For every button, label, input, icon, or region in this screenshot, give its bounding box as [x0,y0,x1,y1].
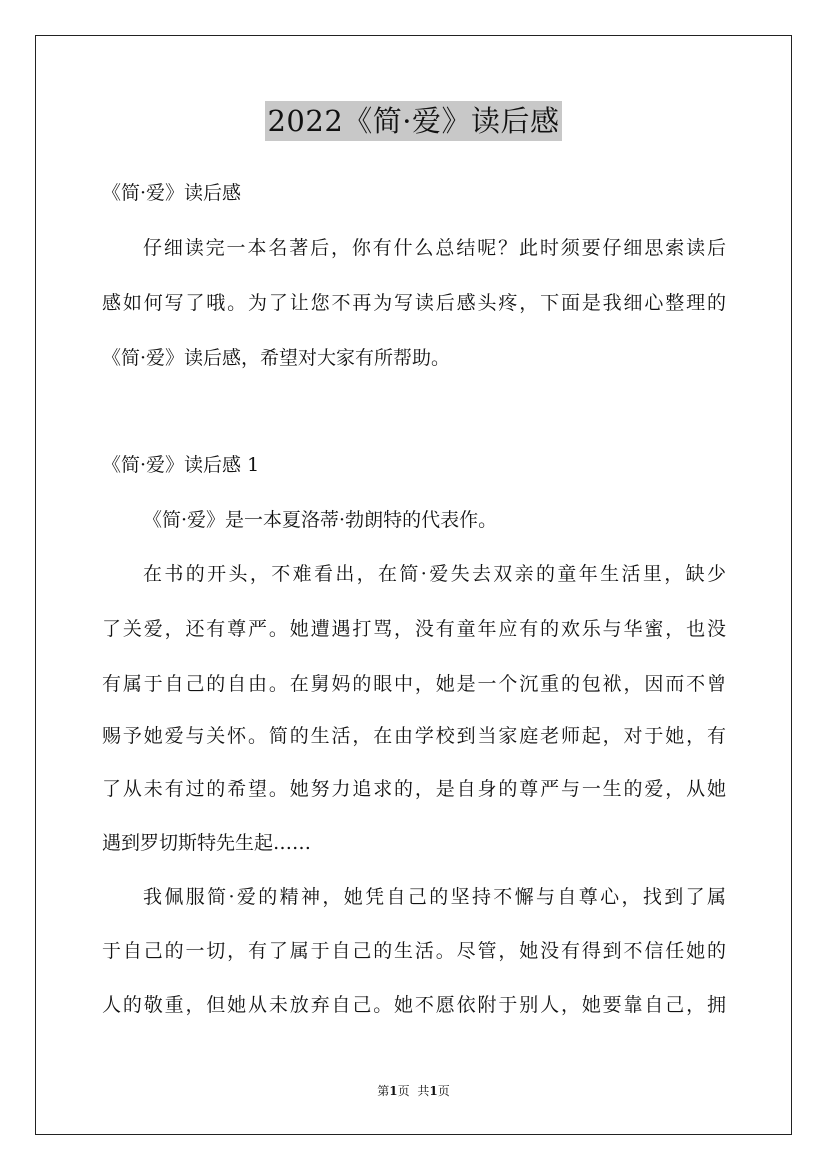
paragraph-line: 了从未有过的希望。她努力追求的，是自身的尊严与一生的爱，从她 [102,778,726,800]
page-total: 1 [429,1084,438,1098]
paragraph-line: 赐予她爱与关怀。简的生活，在由学校到当家庭老师起，对于她，有 [102,725,726,747]
paragraph-line: 人的敬重，但她从未放弃自己。她不愿依附于别人，她要靠自己，拥 [102,994,726,1016]
paragraph-line: 我佩服简·爱的精神，她凭自己的坚持不懈与自尊心，找到了属 [143,886,726,908]
section-heading: 《简·爱》读后感 1 [102,454,260,476]
total-prefix: 共 [417,1084,430,1098]
document-title: 2022《简·爱》读后感 [265,101,561,141]
paragraph-line: 于自己的一切，有了属于自己的生活。尽管，她没有得到不信任她的 [102,940,726,962]
paragraph-line: 了关爱，还有尊严。她遭遇打骂，没有童年应有的欢乐与华蜜，也没 [102,618,726,640]
page-number: 1 [389,1084,398,1098]
subtitle: 《简·爱》读后感 [102,182,242,204]
page-suffix: 页 [397,1084,410,1098]
page-prefix: 第 [377,1084,390,1098]
intro-line: 《简·爱》读后感，希望对大家有所帮助。 [102,347,451,369]
total-suffix: 页 [437,1084,450,1098]
paragraph-line: 在书的开头，不难看出，在简·爱失去双亲的童年生活里，缺少 [143,563,726,585]
intro-line: 仔细读完一本名著后，你有什么总结呢？此时须要仔细思索读后 [143,237,726,259]
paragraph-line: 遇到罗切斯特先生起…… [102,832,312,854]
paragraph-line: 《简·爱》是一本夏洛蒂·勃朗特的代表作。 [143,509,498,531]
paragraph-line: 有属于自己的自由。在舅妈的眼中，她是一个沉重的包袱，因而不曾 [102,673,726,695]
page-footer [0,1083,827,1099]
title-container [0,101,827,141]
intro-line: 感如何写了哦。为了让您不再为写读后感头疼，下面是我细心整理的 [102,292,726,314]
